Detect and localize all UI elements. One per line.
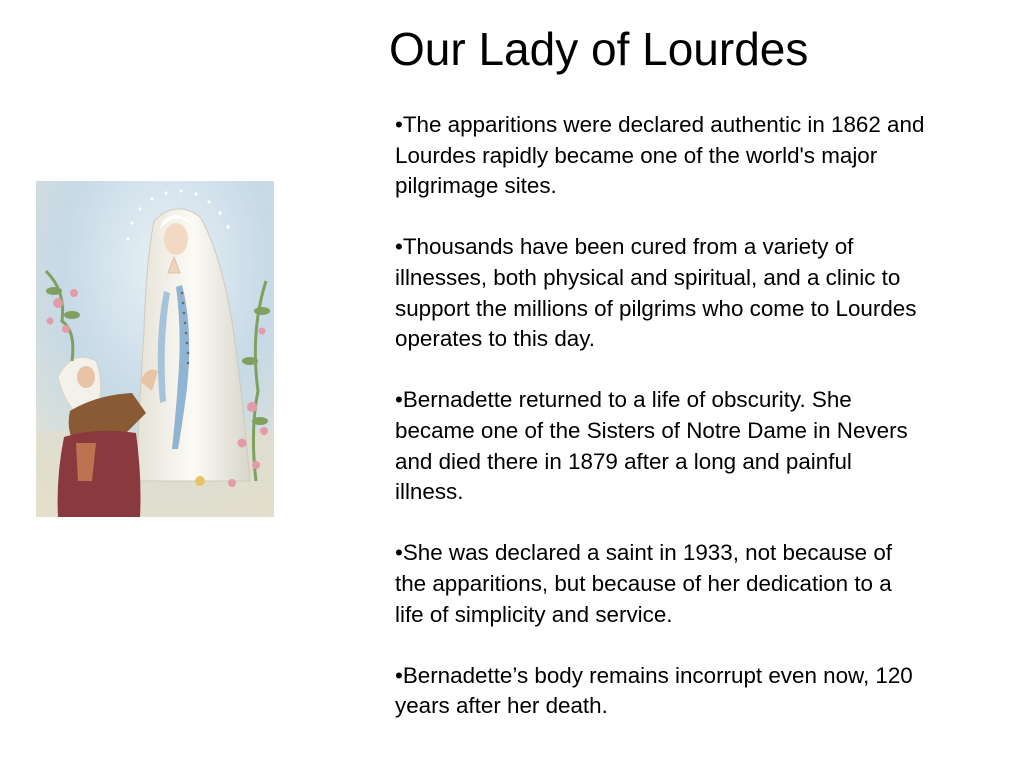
bullet-list: [395, 110, 925, 752]
bullet-body-incorrupt: •Bernadette’s body remains incorrupt even now, 120 years after her death.: [395, 662, 913, 719]
slide-title: Our Lady of Lourdes: [389, 23, 809, 75]
bullet-bernadette-obscurity: •Bernadette returned to a life of obscurity. She became one of the Sisters of Notre Dame in Nevers and died there in 1879 after a long and painful illness.: [395, 387, 908, 505]
bullet-cures-and-clinic: •Thousands have been cured from a variety of illnesses, both physical and spiritual, and a clinic to support the millions of pilgrims who come to Lourdes operates to this day.: [395, 234, 917, 352]
lourdes-apparition-picture: [36, 181, 274, 517]
painting-svg: [36, 181, 274, 517]
bullet-declared-saint: •She was declared a saint in 1933, not because of the apparitions, but because of her dedication to a life of simplicity and service.: [395, 540, 893, 627]
bullet-apparitions-authentic: •The apparitions were declared authentic in 1862 and Lourdes rapidly became one of the world's major pilgrimage sites.: [395, 112, 925, 199]
